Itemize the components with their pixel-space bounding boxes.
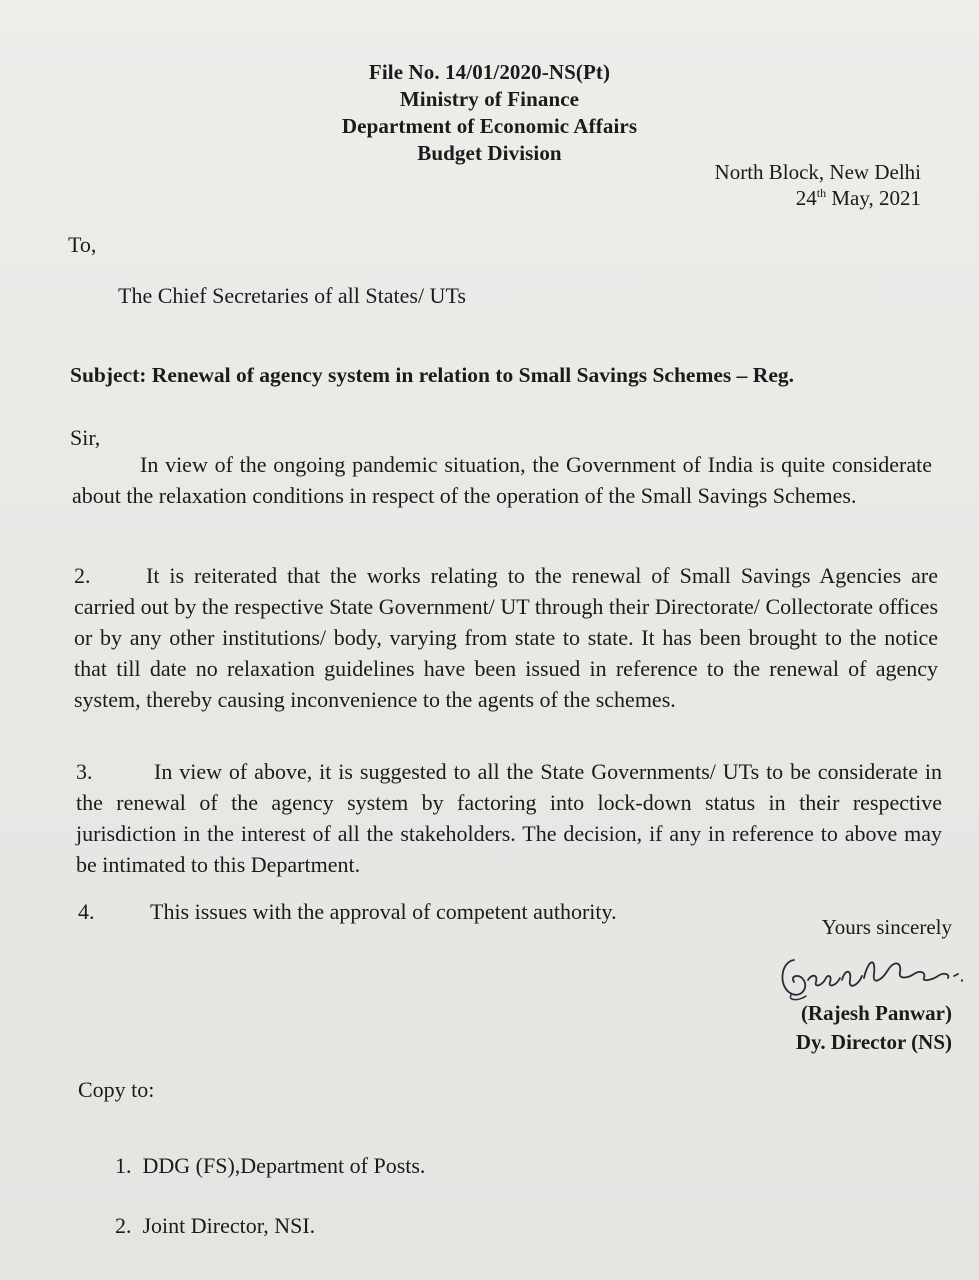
date-day: 24	[795, 186, 817, 210]
date	[796, 186, 921, 211]
paragraph-2-text: It is reiterated that the works relating to the renewal of Small Savings Agencies are carried out by the respective State Government/ UT through their Directorate/ Collectorate offices or by any other institutions/ body, varying from state to state. It has been brought to the notice that till date no relaxation guidelines have been issued in reference to the renewal of agency system, thereby causing inconvenience to the agents of the schemes.	[74, 563, 938, 712]
salutation: Sir,	[70, 425, 101, 450]
date-day-suffix: th	[816, 186, 827, 200]
place: North Block, New Delhi	[714, 160, 921, 184]
paragraph-2-number: 2.	[74, 563, 91, 588]
paragraph-4-text: This issues with the approval of competent authority.	[150, 899, 617, 924]
copy-to-label: Copy to:	[78, 1077, 155, 1102]
to-label: To,	[68, 232, 97, 257]
copy-to-item-2: 2. Joint Director, NSI.	[115, 1213, 316, 1238]
paragraph-2	[74, 560, 938, 715]
subject-line: Subject: Renewal of agency system in relation to Small Savings Schemes – Reg.	[70, 363, 794, 387]
valediction: Yours sincerely	[821, 915, 952, 939]
division-name: Budget Division	[417, 141, 562, 165]
paragraph-3	[76, 756, 942, 880]
ministry-name: Ministry of Finance	[399, 87, 580, 111]
signature-scribble	[772, 950, 972, 1005]
paragraph-1: In view of the ongoing pandemic situation, the Government of India is quite considerate about the relaxation conditions in respect of the operation of the Small Savings Schemes.	[72, 452, 932, 508]
paragraph-4-number: 4.	[78, 899, 95, 924]
paragraph-3-text: In view of above, it is suggested to all the State Governments/ UTs to be considerate in the renewal of the agency system by factoring into lock-down status in their respective jurisdiction in the interest of all the stakeholders. The decision, if any in reference to above may be intimated to this Department.	[76, 759, 942, 877]
file-number: File No. 14/01/2020-NS(Pt)	[368, 60, 611, 84]
signatory-name: (Rajesh Panwar)	[800, 1001, 952, 1025]
recipient: The Chief Secretaries of all States/ UTs	[118, 283, 466, 308]
date-month-year: May, 2021	[826, 186, 921, 210]
department-name: Department of Economic Affairs	[341, 114, 638, 138]
signatory-designation: Dy. Director (NS)	[795, 1030, 952, 1054]
copy-to-item-1: 1. DDG (FS),Department of Posts.	[115, 1153, 426, 1178]
paragraph-4	[78, 896, 698, 927]
paragraph-3-number: 3.	[76, 759, 93, 784]
